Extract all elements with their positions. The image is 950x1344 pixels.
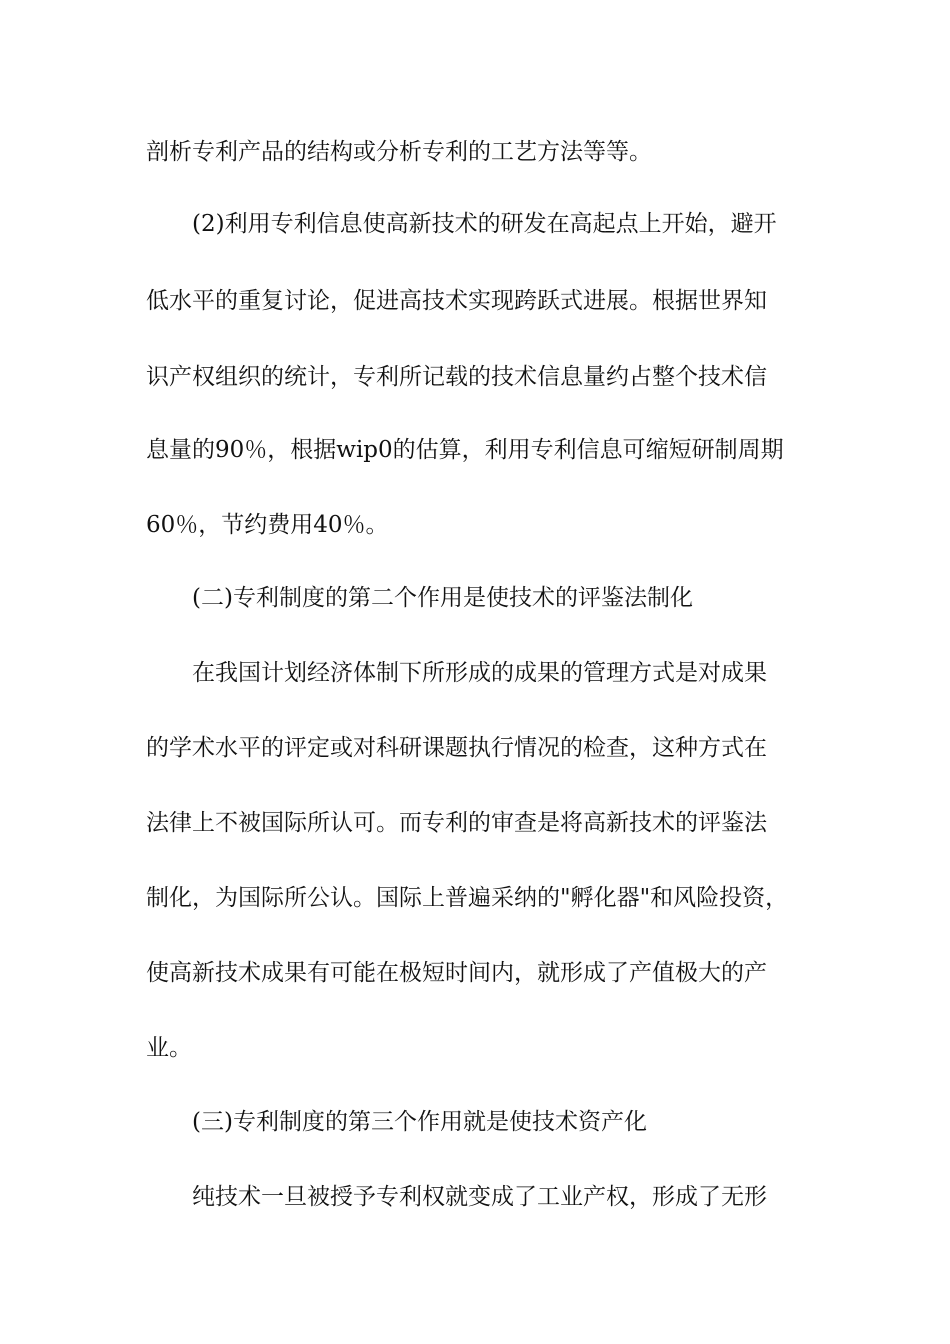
text-line: 制化，为国际所公认。国际上普遍采纳的"孵化器"和风险投资， (146, 885, 789, 911)
paragraph-heading-2: (2)利用专利信息使高新技术的研发在高起点上开始，避开 (192, 211, 777, 237)
section-heading-3: (三)专利制度的第三个作用就是使技术资产化 (192, 1109, 647, 1135)
text-line: 剖析专利产品的结构或分析专利的工艺方法等等。 (146, 139, 652, 165)
text-line: 的学术水平的评定或对科研课题执行情况的检查，这种方式在 (146, 735, 767, 761)
text-line: 识产权组织的统计，专利所记载的技术信息量约占整个技术信 (146, 364, 767, 390)
text-line: 业。 (146, 1035, 192, 1061)
text-line: 法律上不被国际所认可。而专利的审查是将高新技术的评鉴法 (146, 810, 767, 836)
text-line: 低水平的重复讨论，促进高技术实现跨跃式进展。根据世界知 (146, 288, 767, 314)
text-line: 在我国计划经济体制下所形成的成果的管理方式是对成果 (192, 660, 767, 686)
text-line: 60％，节约费用40％。 (146, 512, 389, 538)
text-line: 纯技术一旦被授予专利权就变成了工业产权，形成了无形 (192, 1184, 767, 1210)
text-line: 使高新技术成果有可能在极短时间内，就形成了产值极大的产 (146, 960, 767, 986)
section-heading-2: (二)专利制度的第二个作用是使技术的评鉴法制化 (192, 585, 693, 611)
text-line: 息量的90％，根据wip0的估算，利用专利信息可缩短研制周期 (146, 437, 784, 463)
